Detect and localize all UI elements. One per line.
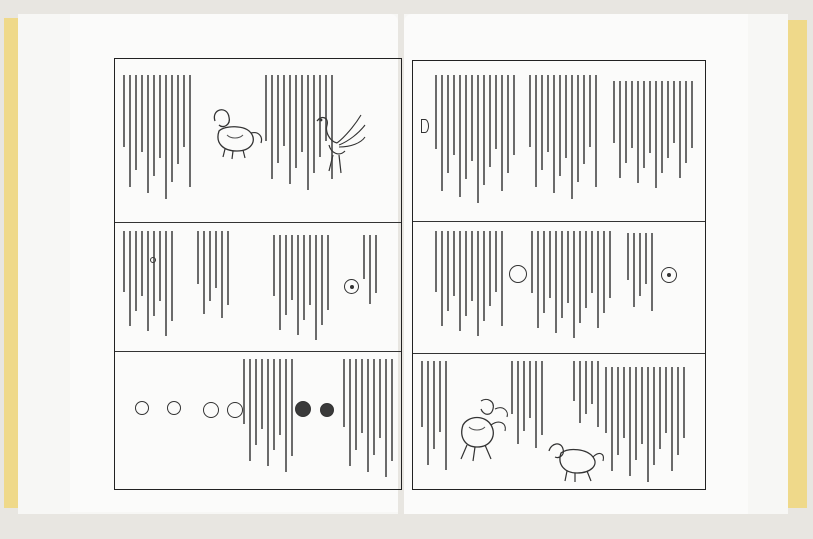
text-column-block <box>435 231 507 341</box>
text-column-line <box>343 359 345 427</box>
text-column-line <box>435 75 437 149</box>
text-column-line <box>385 359 387 477</box>
text-column-line <box>665 367 667 433</box>
text-column-line <box>597 361 599 427</box>
text-column-line <box>303 235 305 320</box>
text-column-line <box>573 361 575 401</box>
text-column-line <box>495 231 497 292</box>
left-page-frame <box>114 58 402 490</box>
text-column-line <box>315 235 317 340</box>
text-column-line <box>459 75 461 197</box>
text-column-line <box>261 359 263 429</box>
text-column-line <box>209 231 211 301</box>
text-column-line <box>215 231 217 288</box>
text-column-line <box>123 75 125 147</box>
text-column-line <box>447 231 449 311</box>
text-column-line <box>559 75 561 176</box>
text-column-line <box>549 231 551 298</box>
text-column-line <box>271 75 273 179</box>
text-column-block <box>529 75 601 205</box>
text-column-line <box>659 367 661 449</box>
text-column-line <box>597 231 599 328</box>
text-column-line <box>553 75 555 193</box>
text-column-line <box>307 75 309 190</box>
text-column-line <box>555 231 557 333</box>
text-column-line <box>623 367 625 438</box>
text-column-block <box>197 231 233 327</box>
text-column-line <box>285 359 287 472</box>
text-column-line <box>529 361 531 418</box>
text-column-line <box>265 75 267 141</box>
text-column-line <box>501 231 503 326</box>
text-column-line <box>421 361 423 427</box>
left-page <box>70 14 398 512</box>
text-column-line <box>441 75 443 191</box>
text-column-line <box>603 231 605 313</box>
text-column-line <box>203 231 205 314</box>
text-column-line <box>249 359 251 461</box>
circular-seal <box>661 267 677 283</box>
text-column-line <box>135 75 137 170</box>
circular-seal <box>167 401 181 415</box>
text-column-block <box>627 233 657 319</box>
text-column-line <box>465 231 467 316</box>
circular-seal <box>344 279 359 294</box>
text-column-line <box>367 359 369 472</box>
text-column-block <box>363 235 381 315</box>
text-column-line <box>301 75 303 152</box>
text-column-line <box>661 81 663 173</box>
text-column-line <box>513 75 515 155</box>
text-column-line <box>579 361 581 423</box>
text-column-line <box>523 361 525 431</box>
text-column-line <box>561 231 563 318</box>
text-column-line <box>477 75 479 203</box>
text-column-line <box>297 235 299 335</box>
text-column-line <box>477 231 479 336</box>
text-column-line <box>141 231 143 296</box>
text-column-line <box>595 75 597 187</box>
text-column-line <box>129 75 131 187</box>
text-column-line <box>629 367 631 476</box>
text-column-line <box>295 75 297 168</box>
text-column-line <box>441 231 443 326</box>
text-column-line <box>543 231 545 313</box>
text-column-line <box>379 359 381 438</box>
text-column-line <box>585 361 587 414</box>
text-column-line <box>165 231 167 336</box>
text-column-line <box>373 359 375 455</box>
circular-seal <box>203 402 219 418</box>
text-column-line <box>283 75 285 146</box>
text-column-line <box>279 359 281 435</box>
circular-seal <box>135 401 149 415</box>
text-column-block <box>613 81 697 193</box>
text-column-line <box>511 361 513 414</box>
text-column-line <box>489 231 491 306</box>
text-column-line <box>651 233 653 311</box>
creature-illustration <box>543 433 607 483</box>
text-column-line <box>291 235 293 300</box>
text-column-line <box>591 231 593 293</box>
text-column-line <box>427 361 429 465</box>
right-page <box>404 14 748 514</box>
text-column-line <box>267 359 269 466</box>
text-column-line <box>547 75 549 152</box>
text-column-line <box>309 235 311 305</box>
text-column-block <box>123 75 195 205</box>
text-column-line <box>453 231 455 296</box>
text-column-line <box>613 81 615 143</box>
text-column-line <box>277 75 279 163</box>
text-column-line <box>567 231 569 303</box>
text-column-block <box>243 359 297 477</box>
text-column-line <box>153 231 155 316</box>
text-column-line <box>285 235 287 315</box>
text-column-line <box>633 233 635 307</box>
text-column-line <box>639 233 641 296</box>
left-row-divider <box>115 222 401 223</box>
text-column-line <box>643 81 645 168</box>
text-column-line <box>679 81 681 178</box>
text-column-line <box>445 361 447 470</box>
text-column-line <box>291 359 293 456</box>
text-column-line <box>177 75 179 164</box>
text-column-line <box>677 367 679 455</box>
text-column-line <box>255 359 257 445</box>
text-column-line <box>273 235 275 296</box>
text-column-line <box>645 233 647 284</box>
text-column-block <box>573 361 603 433</box>
text-column-line <box>439 361 441 432</box>
text-column-line <box>573 231 575 338</box>
text-column-line <box>465 75 467 179</box>
text-column-line <box>159 75 161 158</box>
text-column-block <box>265 75 337 195</box>
text-column-line <box>641 367 643 444</box>
text-column-line <box>541 361 543 435</box>
circular-seal <box>295 401 311 417</box>
text-column-line <box>183 75 185 147</box>
text-column-line <box>369 235 371 304</box>
text-column-line <box>355 359 357 450</box>
text-column-block <box>435 75 519 209</box>
text-column-line <box>447 75 449 173</box>
text-column-line <box>243 359 245 424</box>
creature-illustration <box>451 395 513 465</box>
creature-illustration <box>205 103 267 161</box>
text-column-line <box>529 75 531 147</box>
text-column-line <box>609 231 611 298</box>
text-column-line <box>625 81 627 163</box>
text-column-line <box>591 361 593 404</box>
text-column-line <box>683 367 685 438</box>
text-column-block <box>605 367 689 487</box>
text-column-line <box>655 81 657 188</box>
text-column-line <box>289 75 291 184</box>
text-column-line <box>135 231 137 311</box>
text-column-line <box>583 75 585 164</box>
text-column-line <box>631 81 633 148</box>
text-column-line <box>189 75 191 187</box>
text-column-line <box>375 235 377 293</box>
text-column-line <box>321 235 323 325</box>
text-column-line <box>361 359 363 433</box>
text-column-line <box>627 233 629 280</box>
text-column-line <box>165 75 167 199</box>
text-column-line <box>319 75 321 157</box>
text-column-line <box>611 367 613 471</box>
text-column-line <box>171 75 173 182</box>
left-row-divider <box>115 351 401 352</box>
text-column-line <box>617 367 619 455</box>
right-page-frame <box>412 60 706 490</box>
text-column-line <box>537 231 539 328</box>
text-column-line <box>501 75 503 191</box>
text-column-line <box>453 75 455 155</box>
right-row-divider <box>413 353 705 354</box>
text-column-line <box>459 231 461 331</box>
text-column-line <box>605 367 607 433</box>
text-column-line <box>313 75 315 173</box>
text-column-block <box>343 359 397 483</box>
text-column-line <box>147 75 149 193</box>
text-column-line <box>577 75 579 182</box>
text-column-line <box>433 361 435 449</box>
text-column-line <box>619 81 621 178</box>
text-column-line <box>691 81 693 148</box>
text-column-line <box>507 75 509 173</box>
text-column-block <box>511 361 547 457</box>
text-column-line <box>129 231 131 326</box>
text-column-line <box>589 75 591 147</box>
text-column-line <box>585 231 587 308</box>
text-column-line <box>673 81 675 143</box>
text-column-line <box>325 75 327 141</box>
text-column-line <box>483 231 485 321</box>
text-column-line <box>273 359 275 450</box>
text-column-line <box>667 81 669 158</box>
text-column-line <box>197 231 199 284</box>
text-column-line <box>517 361 519 444</box>
circular-seal <box>421 119 429 133</box>
text-column-line <box>147 231 149 331</box>
text-column-line <box>221 231 223 318</box>
text-column-line <box>227 231 229 305</box>
text-column-line <box>349 359 351 466</box>
text-column-line <box>489 75 491 167</box>
circular-seal <box>509 265 527 283</box>
text-column-line <box>331 75 333 179</box>
text-column-line <box>327 235 329 310</box>
text-column-line <box>159 231 161 301</box>
text-column-line <box>153 75 155 176</box>
text-column-line <box>171 231 173 321</box>
text-column-line <box>635 367 637 460</box>
circular-seal <box>320 403 334 417</box>
text-column-block <box>421 361 451 481</box>
text-column-line <box>123 231 125 292</box>
text-column-line <box>671 367 673 471</box>
text-column-line <box>637 81 639 183</box>
text-column-line <box>531 231 533 293</box>
text-column-line <box>391 359 393 461</box>
right-row-divider <box>413 221 705 222</box>
text-column-line <box>535 75 537 187</box>
text-column-line <box>565 75 567 158</box>
text-column-line <box>471 75 473 161</box>
text-column-line <box>141 75 143 152</box>
circular-seal <box>227 402 243 418</box>
text-column-line <box>279 235 281 330</box>
text-column-line <box>363 235 365 279</box>
text-column-line <box>685 81 687 163</box>
text-column-line <box>579 231 581 323</box>
text-column-line <box>571 75 573 199</box>
text-column-line <box>653 367 655 465</box>
text-column-line <box>495 75 497 149</box>
text-column-line <box>541 75 543 170</box>
text-column-line <box>483 75 485 185</box>
text-column-line <box>649 81 651 153</box>
text-column-line <box>471 231 473 301</box>
text-column-block <box>123 231 177 341</box>
text-column-line <box>647 367 649 482</box>
text-column-block <box>531 231 615 343</box>
text-column-line <box>535 361 537 448</box>
text-column-block <box>273 235 333 345</box>
text-column-line <box>435 231 437 292</box>
